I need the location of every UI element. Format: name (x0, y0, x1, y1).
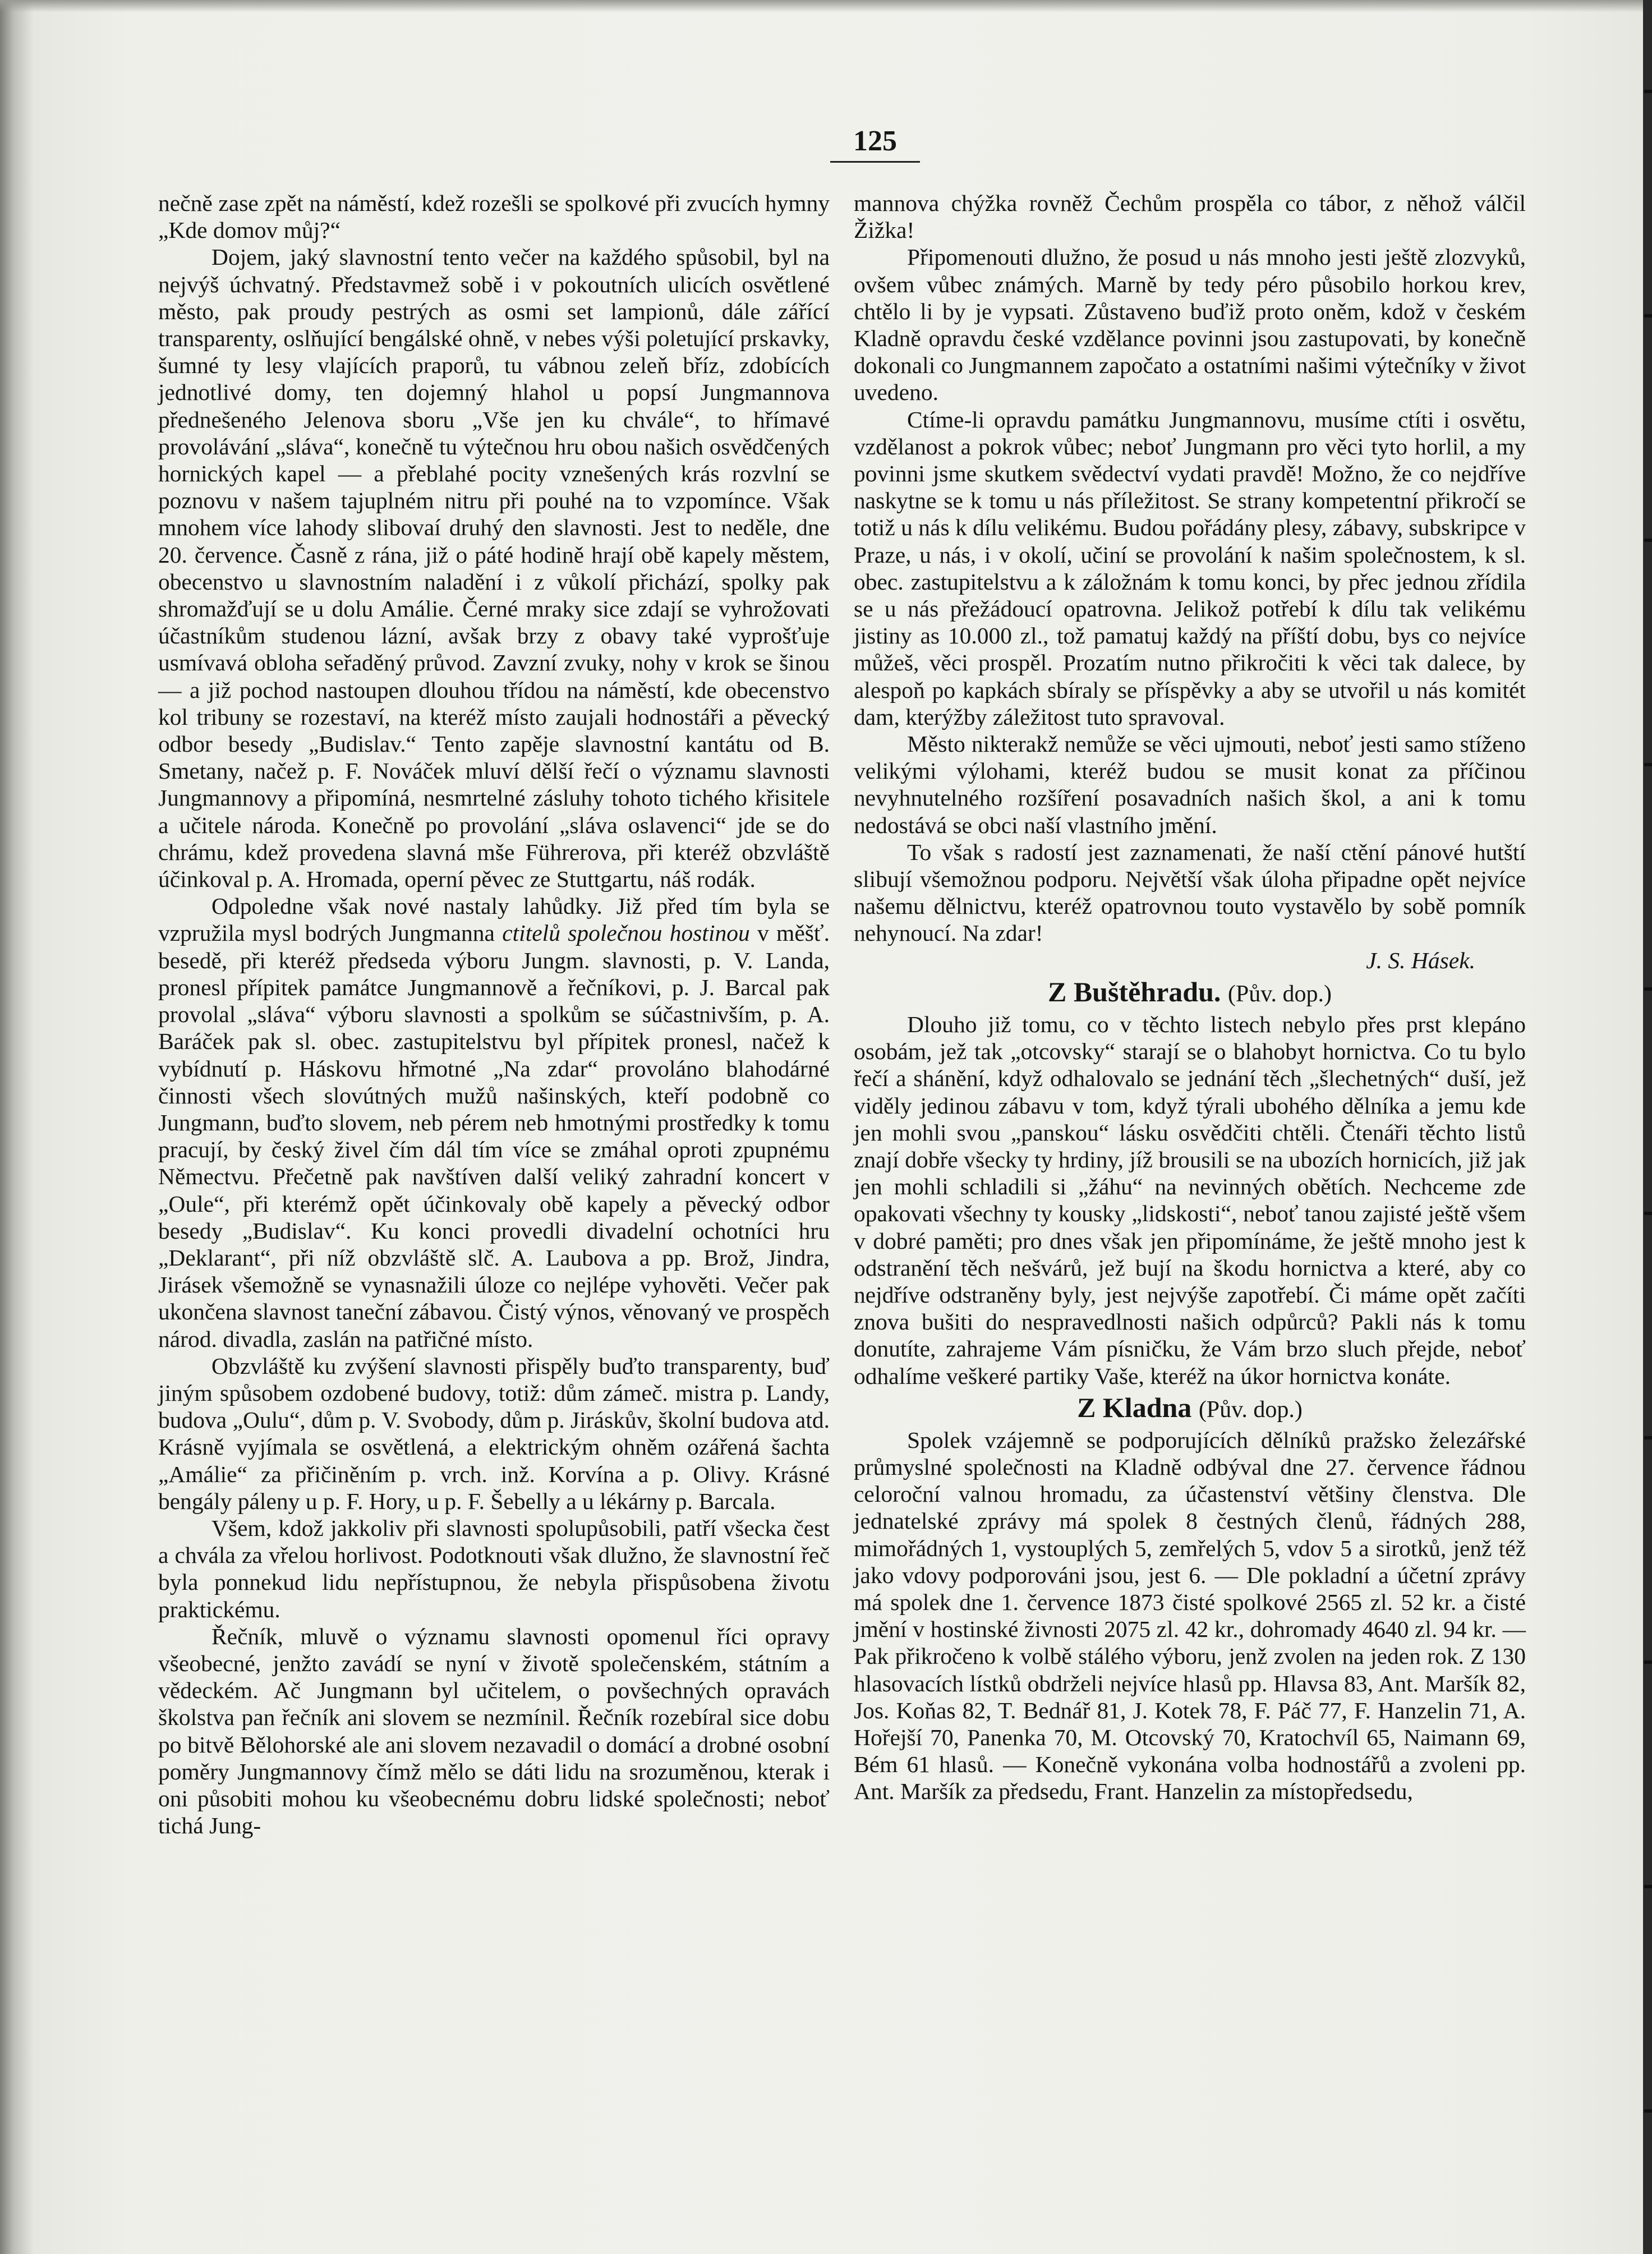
border-tick (1644, 539, 1652, 542)
border-tick (1644, 1436, 1652, 1439)
right-paragraph-pripomenouti: Připomenouti dlužno, že posud u nás mnoho jesti ještě zlozvyků, ovšem vůbec známých. Marně by tedy péro působilo horkou krev, chtělo li by je vypsati. Zůstaveno buďiž proto oněm, kdož v českém Kladně opravdu české vzdělance povinni jsou zastupovati, by konečně dokonali co Jungmannem započato a ostatními našimi výtečníky v život uvedeno. (854, 244, 1526, 406)
border-tick (1644, 987, 1652, 991)
border-tick (1644, 1660, 1652, 1664)
left-column (158, 190, 830, 1839)
author-signature: J. S. Hásek. (1366, 947, 1475, 973)
odpoledne-start: Odpoledne však nové nastaly lahůdky. Již před tím byla se vzpružila mysl bodrých Jungmanna (158, 893, 830, 946)
section-heading-kladno (854, 1392, 1526, 1425)
heading-kladno-source: (Pův. dop.) (1198, 1396, 1303, 1423)
left-paragraph-vsem: Všem, kdož jakkoliv při slavnosti spolupůsobili, patří všecka čest a chvála za vřelou horlivost. Podotknouti však dlužno, že slavnostní řeč byla ponnekud lidu nepřístupnou, že nebyla přispůsobena životu praktickému. (158, 1515, 830, 1622)
heading-bustehrad-title: Z Buštěhradu. (1047, 976, 1221, 1008)
border-tick (1644, 2109, 1652, 2113)
scan-right-border (1643, 0, 1652, 2254)
right-paragraph-mesto: Město nikterakž nemůže se věci ujmouti, neboť jesti samo stíženo velikými výlohami, kteréž budou se musit konat za příčinou nevyhnutelného rozšíření posavadních našich škol, a ani k tomu nedostává se obci naší vlastního jmění. (854, 731, 1526, 838)
scan-top-edge (0, 0, 1652, 12)
heading-bustehrad-source: (Pův. dop.) (1227, 981, 1332, 1007)
section-heading-bustehrad (854, 976, 1526, 1010)
border-tick (1644, 90, 1652, 93)
right-paragraph-radost: To však s radostí jest zaznamenati, že naší ctění pánové hutští slibují všemožnou podporu. Největší však úloha připadne opět nejvíce našemu dělnictvu, kteréž opatrovnou touto vystavělo by sobě pomník nehynoucí. Na zdar! (854, 839, 1526, 946)
left-paragraph-recnik: Řečník, mluvě o významu slavnosti opomenul říci opravy všeobecné, jenžto zavádí se nyní v životě společenském, státním a vědeckém. Ač Jungmann byl učitelem, o povšechných opravách školstva pan řečník ani slovem se nezmínil. Řečník rozebíral sice dobu po bitvě Bělohorské ale ani slovem nezavadil o domácí a drobné osobní poměry Jungmannovy čímž mělo se dáti lidu na srozuměnou, kterak i oni působiti mohou ku všeobecnému dobru lidské společnosti; neboť tichá Jung- (158, 1623, 830, 1839)
heading-kladno-title: Z Kladna (1077, 1391, 1192, 1423)
right-column (854, 190, 1526, 1805)
border-tick (1644, 1885, 1652, 1888)
border-tick (1644, 1212, 1652, 1215)
left-paragraph-transparenty: Obzvláště ku zvýšení slavnosti přispěly buďto transparenty, buď jiným spůsobem ozdobené budovy, totiž: dům zámeč. mistra p. Landy, budova „Oulu“, dům p. V. Svobody, dům p. Jiráskův, školní budova atd. Krásně vyjímala se osvětlená, a elektrickým ohněm ozářená šachta „Amálie“ za přičiněním p. vrch. inž. Korvína a p. Olivy. Krásné bengály páleny u p. F. Hory, u p. F. Šebelly a u lékárny p. Barcala. (158, 1353, 830, 1514)
left-paragraph-dojem: Dojem, jaký slavnostní tento večer na každého spůsobil, byl na nejvýš úchvatný. Představmež sobě i v pokoutních ulicích osvětlené město, pak proudy pestrých as osmi set lampionů, dále zářící transparenty, oslňující bengálské ohně, v nebes výši poletující prskavky, šumné ty lesy vlajících praporů, tu vábnou zeleň bříz, zdobících jednotlivé domy, ten dojemný hlahol u popsí Jungmannova přednešeného Jelenova sboru „Vše jen ku chvále“, to hřímavé provolávání „sláva“, konečně tu výtečnou hru obou našich osvědčených hornických kapel — a přeblahé pocity vznešených krás rozvlní se poznovu v našem tajuplném nitru při pouhé na to vzpomínce. Však mnohem více lahody slibovaí druhý den slavnosti. Jest to neděle, dne 20. července. Časně z rána, již o páté hodině hrají obě kapely městem, obecenstvo u slavnostním naladění i z vůkolí přichází, spolky pak shromažďují se u dolu Amálie. Černé mraky sice zdají se vyhrožovati účastníkům studenou lázní, avšak brzy z obavy také vyprošťuje usmívavá obloha seřaděný průvod. Zavzní zvuky, nohy v krok se šinou — a již pochod nastoupen dlouhou třídou na náměstí, kde obecenstvo kol tribuny se rozestaví, na kteréž místo zaujali hodnostáři a pěvecký odbor besedy „Budislav.“ Tento zapěje slavnostní kantátu od B. Smetany, načež p. F. Nováček mluví dělší řečí o významu slavnosti Jungmannovy a připomíná, nesmrtelné zásluhy tohoto tichého křisitele a učitele národa. Konečně po provolání „sláva oslavenci“ jde se do chrámu, kdež provedena slavná mše Führerova, při kteréž obzvláště účinkoval p. A. Hromada, operní pěvec ze Stuttgartu, náš rodák. (158, 244, 830, 893)
border-tick (1644, 763, 1652, 766)
left-paragraph-odpoledne (158, 893, 830, 1352)
border-tick (1644, 314, 1652, 318)
scan-left-edge (0, 0, 34, 2254)
right-paragraph-ctime: Ctíme-li opravdu památku Jungmannovu, musíme ctíti i osvětu, vzdělanost a pokrok vůbec; neboť Jungmann pro věci tyto horlil, a my povinni jsme skutkem svědectví vydati pravdě! Možno, že co nejdříve naskytne se k tomu u nás příležitost. Se strany kompetentní přikročí se totiž u nás k dílu velikému. Budou pořádány plesy, zábavy, subskripce v Praze, u nás, i v okolí, učiní se provolání k našim společnostem, k sl. obec. zastupitelstvu a k záložnám k tomu konci, by přec jednou zřídila se u nás přežádoucí opatrovna. Jelikož potřebí k dílu tak velikému jistiny as 10.000 zl., tož pamatuj každý na příští dobu, bys co nejvíce můžeš, věci prospěl. Prozatím nutno přikročiti k věci tak dalece, by alespoň po kapkách sbíraly se příspěvky a aby se utvořil u nás komitét dam, kterýžby záležitost tuto spravoval. (854, 406, 1526, 730)
right-paragraph-spolek: Spolek vzájemně se podporujících dělníků pražsko železářské průmyslné společnosti na Kladně odbýval dne 27. července řádnou celoroční valnou hromadu, za účastenství většiny členstva. Dle jednatelské zprávy má spolek 8 čestných členů, řádných 288, mimořádných 1, vystouplých 5, zemřelých 5, vdov 5 a sirotků, jenž též jako vdovy podporováni jsou, jest 6. — Dle pokladní a účetní zprávy má spolek dne 1. července 1873 čisté spolkové 2565 zl. 52 kr. a čisté jmění v hostinské živnosti 2075 zl. 42 kr., dohromady 4640 zl. 94 kr. — Pak přikročeno k volbě stálého výboru, jenž zvolen na jeden rok. Z 130 hlasovacích lístků obdrželi nejvíce hlasů pp. Hlavsa 83, Ant. Maršík 82, Jos. Koňas 82, T. Bednář 81, J. Kotek 78, F. Páč 77, F. Hanzelin 71, A. Hořejší 70, Panenka 70, M. Otcovský 70, Kratochvíl 65, Naimann 69, Bém 61 hlasů. — Konečně vykonána volba hodnostářů a zvoleni pp. Ant. Maršík za předsedu, Frant. Hanzelin za místopředsedu, (854, 1427, 1526, 1805)
right-paragraph-dlouho: Dlouho již tomu, co v těchto listech nebylo přes prst klepáno osobám, jež tak „otcovsky“ starají se o blahobyt hornictva. Co tu bylo řečí a shánění, když odhalovalo se jednání těch „šlechetných“ duší, jež viděly jedinou zábavu v tom, když týrali ubohého dělníka a jemu kde jen mohli svou „panskou“ lásku osvědčiti chtěli. Čtenáři těchto listů znají dobře všecky ty hrdiny, jíž brousili se na ubozích hornicích, již jak jen mohli schladili si „žáhu“ na nevinných obětích. Nechceme zde opakovati všechny ty kousky „lidskosti“, neboť tanou zajisté ještě všem v dobré paměti; pro dnes však jen připomínáme, že ještě mnoho jest k odstranění těch nešvárů, jež bují na škodu hornictva a které, aby co nejdříve odstraněny byly, jest nejvýše zapotřebí. Či máme opět začíti znova bušiti do nespravedlnosti našich odpůrců? Pakli nás k tomu donutíte, zahrajeme Vám písničku, že Vám brzo sluch přejde, neboť odhalíme veškeré partiky Vaše, kteréž na úkor hornictva konáte. (854, 1011, 1526, 1389)
odpoledne-rest: v měšť. besedě, při kteréž předseda výboru Jungm. slavnosti, p. V. Landa, pronesl přípitek památce Jungmannově a řečníkovi, p. J. Barcal pak provolal „sláva“ výboru slavnosti a spolkům se súčastnivším, p. A. Baráček pak sl. obec. zastupitelstvu byl přípitek pronesl, načež k vybídnutí p. Háskovu hřmotné „Na zdar“ provoláno blahodárné činnosti všech slovútných mužů našinských, kteří podobně co Jungmann, buďto slovem, neb pérem neb hmotnými prostředky k tomu pracují, by český živel čím dál tím více se zmáhal oproti zpupnému Němectvu. Přečetně pak navštíven další veliký zahradní koncert v „Oule“, při kterémž opět účinkovaly obě kapely a pěvecký odbor besedy „Budislav“. Ku konci provedli divadelní ochotníci hru „Deklarant“, při níž obzvláště slč. A. Laubova a pp. Brož, Jindra, Jirásek všemožně se vynasnažili úloze co nejlépe vyhověti. Večer pak ukončena slavnost taneční zábavou. Čistý výnos, věnovaný ve prospěch národ. divadla, zaslán na patřičné místo. (158, 920, 830, 1352)
right-paragraph-continuation: mannova chýžka rovněž Čechům prospěla co tábor, z něhož válčil Žižka! (854, 190, 1526, 243)
page-number: 125 (830, 125, 920, 163)
left-paragraph-continuation: nečně zase zpět na náměstí, kdež rozešli se spolkové při zvucích hymny „Kde domov můj?“ (158, 190, 830, 243)
odpoledne-italic: ctitelů společnou hostinou (502, 920, 750, 946)
